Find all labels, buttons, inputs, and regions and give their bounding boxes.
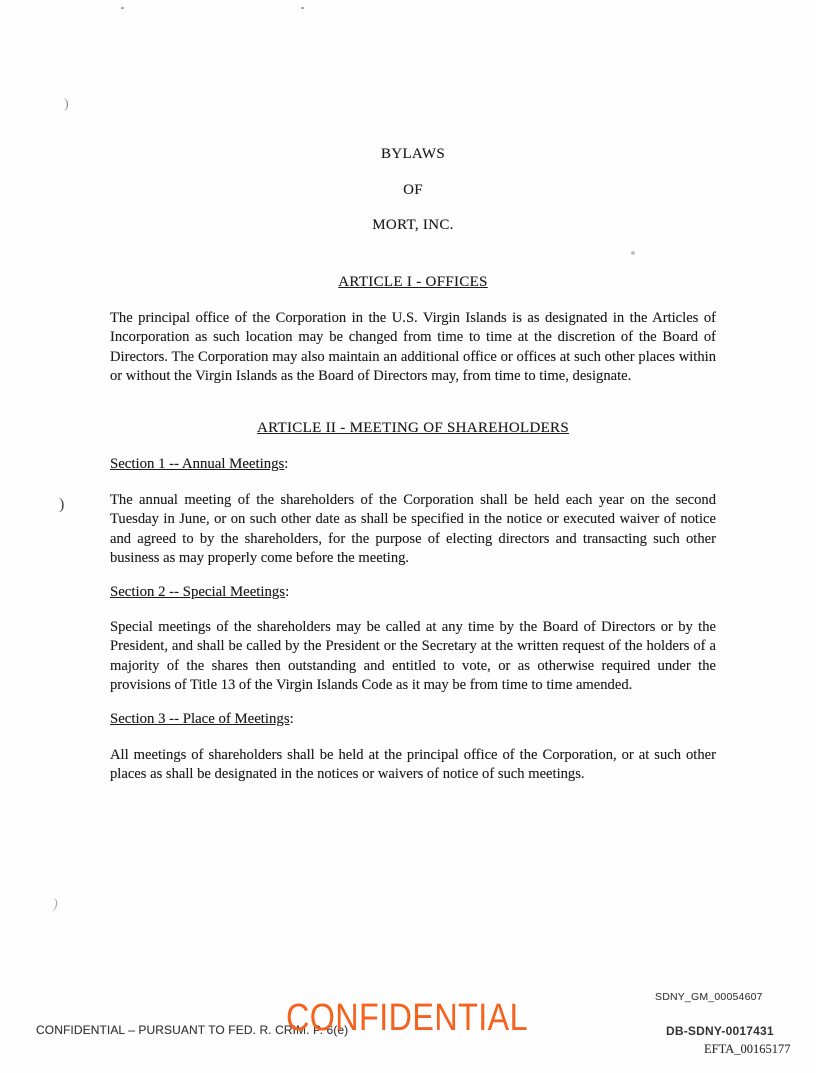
confidential-watermark: CONFIDENTIAL	[286, 997, 528, 1039]
doc-title-line-1: BYLAWS	[381, 146, 445, 162]
margin-mark: )	[52, 897, 59, 912]
scan-speck	[121, 7, 124, 9]
margin-mark: )	[64, 97, 69, 112]
bates-number-sdny-gm: SDNY_GM_00054607	[655, 991, 763, 1003]
margin-mark: )	[59, 496, 65, 513]
article-2-heading: ARTICLE II - MEETING OF SHAREHOLDERS	[257, 420, 569, 436]
scan-speck	[301, 7, 304, 9]
article-1-body: The principal office of the Corporation in the U.S. Virgin Islands is as designated in the Articles of Incorporation as such location may be changed from time to time at the discretion of the Board of Directors. The Corporation may also maintain an additional office or offices at such other places within or without the Virgin Islands as the Board of Directors may, from time to time, designate.	[110, 310, 716, 385]
section-3-body: All meetings of shareholders shall be held at the principal office of the Corporation, or at such other places as shall be designated in the notices or waivers of notice of such meetings.	[110, 747, 716, 783]
section-1-body: The annual meeting of the shareholders of the Corporation shall be held each year on the second Tuesday in June, or on such other date as shall be specified in the notice or executed waiver of notice and agreed to by the shareholders, for the purpose of electing directors and transacting such other business as may properly come before the meeting.	[110, 492, 716, 567]
section-2-heading: Section 2 -- Special Meetings:	[110, 584, 290, 600]
bates-number-efta: EFTA_00165177	[704, 1042, 791, 1056]
section-3-heading: Section 3 -- Place of Meetings:	[110, 711, 294, 727]
doc-title-line-2: OF	[403, 182, 423, 198]
bates-number-db-sdny: DB-SDNY-0017431	[666, 1024, 774, 1038]
doc-title-line-3: MORT, INC.	[372, 217, 454, 233]
scan-speck	[631, 251, 635, 255]
section-2-body: Special meetings of the shareholders may be called at any time by the Board of Directors or by the President, and shall be called by the President or the Secretary at the written request of the holders of a majority of the shares then outstanding and entitled to vote, or as otherwise required under the provisions of Title 13 of the Virgin Islands Code as it may be from time to time amended.	[110, 619, 716, 694]
section-1-heading: Section 1 -- Annual Meetings:	[110, 456, 289, 472]
article-1-heading: ARTICLE I - OFFICES	[338, 274, 488, 290]
rule-6e-confidential-line: CONFIDENTIAL – PURSUANT TO FED. R. CRIM. P. 6(e)	[36, 1023, 349, 1037]
